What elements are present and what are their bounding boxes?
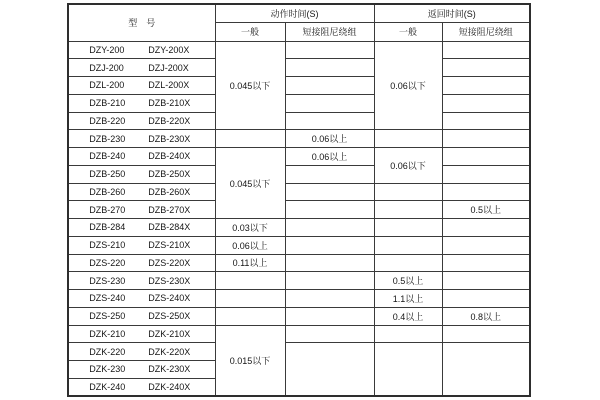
table-row <box>68 94 530 112</box>
action-damping-cell: 0.06以上 <box>285 148 374 166</box>
return-general-cell <box>374 325 442 343</box>
table-row <box>68 325 530 343</box>
return-damping-cell <box>442 290 530 308</box>
model-name-x: DZK-240X <box>148 381 191 392</box>
table-row <box>68 59 530 77</box>
action-damping-cell <box>285 290 374 308</box>
return-damping-cell <box>442 165 530 183</box>
model-name-x: DZB-250X <box>148 169 191 180</box>
return-general-cell: 0.4以上 <box>374 307 442 325</box>
model-name: DZB-230 <box>89 133 126 144</box>
return-general-cell: 0.06以下 <box>374 41 442 130</box>
model-cell <box>68 378 215 396</box>
return-damping-cell <box>442 325 530 343</box>
return-damping-cell: 0.5以上 <box>442 201 530 219</box>
return-general-cell <box>374 201 442 219</box>
spec-table <box>67 3 531 397</box>
model-name-x: DZY-200X <box>148 44 190 55</box>
return-general-cell <box>374 343 442 396</box>
table-row <box>68 130 530 148</box>
header-action-general: 一般 <box>215 22 285 41</box>
model-name: DZB-284 <box>89 222 126 233</box>
action-general-cell: 0.015以下 <box>215 325 285 396</box>
return-damping-cell <box>442 272 530 290</box>
action-general-cell <box>215 130 285 148</box>
table-row <box>68 183 530 201</box>
action-damping-cell <box>285 325 374 343</box>
model-cell <box>68 130 215 148</box>
header-return-time: 返回时间(S) <box>374 4 530 22</box>
return-damping-cell <box>442 236 530 254</box>
return-damping-cell: 0.8以上 <box>442 307 530 325</box>
header-return-general: 一般 <box>374 22 442 41</box>
table-row <box>68 165 530 183</box>
model-name: DZB-250 <box>89 169 126 180</box>
model-name-x: DZK-220X <box>148 346 191 357</box>
return-damping-cell <box>442 130 530 148</box>
action-general-cell <box>215 272 285 290</box>
action-general-cell: 0.06以上 <box>215 236 285 254</box>
return-damping-cell <box>442 94 530 112</box>
model-name-x: DZB-210X <box>148 98 191 109</box>
action-general-cell: 0.03以下 <box>215 219 285 237</box>
model-name-x: DZB-270X <box>148 204 191 215</box>
model-name-x: DZB-230X <box>148 133 191 144</box>
return-general-cell: 0.5以上 <box>374 272 442 290</box>
model-name: DZB-210 <box>89 98 126 109</box>
model-cell <box>68 325 215 343</box>
return-general-cell <box>374 236 442 254</box>
model-name-x: DZJ-200X <box>148 62 189 73</box>
model-cell <box>68 77 215 95</box>
model-name: DZL-200 <box>89 80 125 91</box>
action-general-cell: 0.045以下 <box>215 41 285 130</box>
action-damping-cell <box>285 59 374 77</box>
action-damping-cell <box>285 183 374 201</box>
action-damping-cell <box>285 236 374 254</box>
table-row <box>68 112 530 130</box>
table-row <box>68 77 530 95</box>
table-row <box>68 219 530 237</box>
model-name-x: DZS-210X <box>148 240 191 251</box>
model-cell <box>68 201 215 219</box>
header-return-damping: 短接阻尼绕组 <box>442 22 530 41</box>
model-name-x: DZK-210X <box>148 328 191 339</box>
action-general-cell <box>215 307 285 325</box>
action-damping-cell <box>285 41 374 59</box>
return-general-cell <box>374 254 442 272</box>
model-name-x: DZS-250X <box>148 311 191 322</box>
model-name-x: DZB-260X <box>148 186 191 197</box>
model-cell <box>68 183 215 201</box>
action-damping-cell <box>285 165 374 183</box>
action-damping-cell <box>285 307 374 325</box>
model-name-x: DZB-284X <box>148 222 191 233</box>
return-damping-cell <box>442 77 530 95</box>
model-name: DZS-210 <box>89 240 126 251</box>
header-row-1 <box>68 4 530 22</box>
header-action-time: 动作时间(S) <box>215 4 374 22</box>
model-cell <box>68 343 215 361</box>
model-cell <box>68 236 215 254</box>
model-name-x: DZB-240X <box>148 151 191 162</box>
model-name: DZY-200 <box>89 44 125 55</box>
header-action-damping: 短接阻尼绕组 <box>285 22 374 41</box>
model-name: DZS-220 <box>89 257 126 268</box>
return-damping-cell <box>442 183 530 201</box>
model-cell <box>68 307 215 325</box>
model-name: DZK-230 <box>89 364 126 375</box>
model-cell <box>68 59 215 77</box>
table-row <box>68 343 530 361</box>
model-cell <box>68 148 215 166</box>
table-row <box>68 307 530 325</box>
header-model: 型 号 <box>68 4 215 41</box>
model-name: DZK-210 <box>89 328 126 339</box>
return-damping-cell <box>442 148 530 166</box>
model-name-x: DZL-200X <box>148 80 190 91</box>
model-name: DZS-240 <box>89 293 126 304</box>
return-general-cell <box>374 219 442 237</box>
return-damping-cell <box>442 59 530 77</box>
model-name: DZB-240 <box>89 151 126 162</box>
table-row <box>68 41 530 59</box>
model-name: DZJ-200 <box>89 62 124 73</box>
model-name: DZK-220 <box>89 346 126 357</box>
action-damping-cell <box>285 272 374 290</box>
table-row <box>68 148 530 166</box>
action-damping-cell <box>285 112 374 130</box>
return-damping-cell <box>442 219 530 237</box>
model-name-x: DZB-220X <box>148 115 191 126</box>
return-general-cell: 1.1以上 <box>374 290 442 308</box>
model-cell <box>68 112 215 130</box>
model-name: DZB-270 <box>89 204 126 215</box>
action-damping-cell <box>285 94 374 112</box>
return-general-cell: 0.06以下 <box>374 148 442 184</box>
action-damping-cell <box>285 254 374 272</box>
table-row <box>68 290 530 308</box>
return-damping-cell <box>442 41 530 59</box>
model-name: DZS-230 <box>89 275 126 286</box>
action-damping-cell <box>285 201 374 219</box>
return-damping-cell <box>442 112 530 130</box>
model-name: DZB-260 <box>89 186 126 197</box>
model-cell <box>68 219 215 237</box>
action-damping-cell <box>285 343 374 396</box>
return-general-cell <box>374 130 442 148</box>
model-name: DZK-240 <box>89 381 126 392</box>
action-general-cell <box>215 290 285 308</box>
model-cell <box>68 361 215 379</box>
action-general-cell: 0.045以下 <box>215 148 285 219</box>
model-name-x: DZS-220X <box>148 257 191 268</box>
model-cell <box>68 165 215 183</box>
model-cell <box>68 254 215 272</box>
model-name: DZB-220 <box>89 115 126 126</box>
table-row <box>68 236 530 254</box>
model-name-x: DZS-240X <box>148 293 191 304</box>
action-general-cell: 0.11以上 <box>215 254 285 272</box>
model-cell <box>68 272 215 290</box>
action-damping-cell: 0.06以上 <box>285 130 374 148</box>
model-cell <box>68 290 215 308</box>
action-damping-cell <box>285 219 374 237</box>
model-name: DZS-250 <box>89 311 126 322</box>
model-name-x: DZS-230X <box>148 275 191 286</box>
action-damping-cell <box>285 77 374 95</box>
table-row <box>68 254 530 272</box>
table-row <box>68 272 530 290</box>
return-damping-cell <box>442 254 530 272</box>
model-cell <box>68 94 215 112</box>
table-row <box>68 201 530 219</box>
return-damping-cell <box>442 343 530 396</box>
return-general-cell <box>374 183 442 201</box>
model-cell <box>68 41 215 59</box>
model-name-x: DZK-230X <box>148 364 191 375</box>
